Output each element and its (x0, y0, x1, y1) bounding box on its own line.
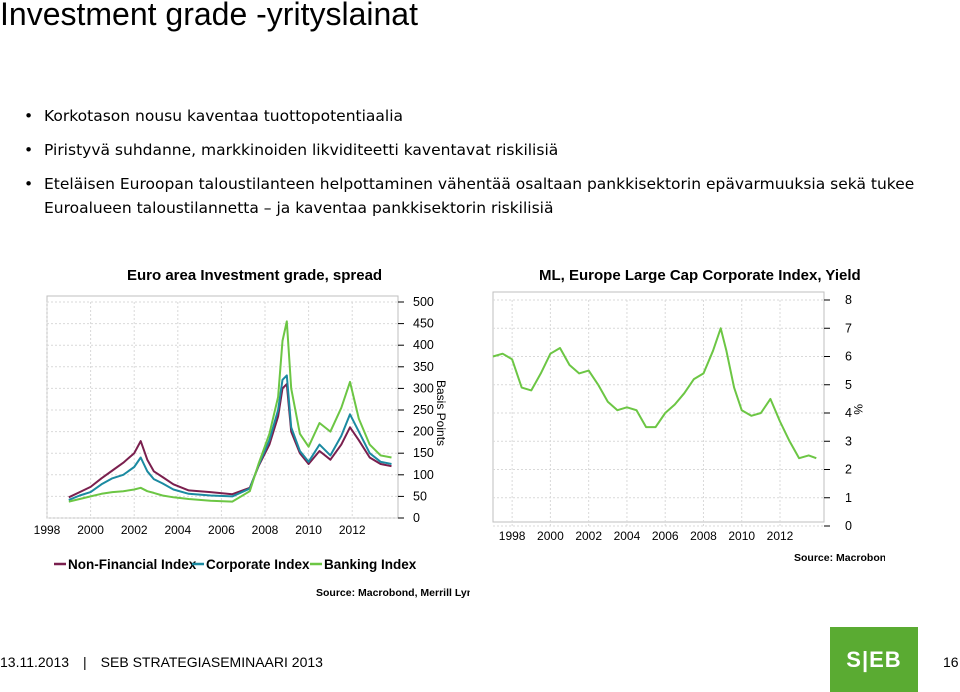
legend-label-non-financial: Non-Financial Index (68, 557, 197, 572)
y-tick-label: 3 (845, 434, 852, 449)
y-axis-label: Basis Points (434, 380, 448, 447)
x-tick-label: 2002 (120, 523, 148, 537)
yield-chart (485, 258, 885, 568)
footer-event: SEB STRATEGIASEMINAARI 2013 (100, 654, 323, 670)
x-tick-label: 2012 (766, 529, 794, 543)
x-tick-label: 2002 (575, 529, 603, 543)
y-tick-label: 6 (845, 349, 852, 364)
page-number: 16 (943, 654, 959, 670)
y-tick-label: 200 (413, 424, 434, 439)
bullet-text: Eteläisen Euroopan taloustilanteen helpottaminen vähentää osaltaan pankkisektorin epävarmuuksia sekä tukee Euroalueen taloustilannetta – ja kaventaa pankkisektorin riskilisiä (44, 175, 915, 217)
chart-title: Euro area Investment grade, spread (127, 267, 383, 284)
y-tick-label: 150 (413, 446, 434, 461)
y-tick-label: 450 (413, 316, 434, 331)
chart-legend (54, 557, 417, 572)
x-tick-label: 2006 (208, 523, 235, 537)
yield-line (493, 328, 816, 458)
x-tick-label: 2000 (77, 523, 104, 537)
y-tick-label: 350 (413, 359, 434, 374)
x-tick-label: 1998 (33, 523, 61, 537)
seb-logo-text: S|EB (846, 646, 902, 672)
bullet-text: Piristyvä suhdanne, markkinoiden likviditeetti kaventavat riskilisiä (44, 141, 559, 159)
x-tick-label: 2006 (651, 529, 679, 543)
x-tick-label: 2004 (613, 529, 641, 543)
y-tick-label: 1 (845, 490, 852, 505)
chart-title: ML, Europe Large Cap Corporate Index, Yield (539, 267, 861, 284)
bullet-item (22, 104, 922, 128)
x-tick-label: 2008 (690, 529, 717, 543)
x-tick-label: 1998 (498, 529, 526, 543)
y-tick-label: 250 (413, 403, 434, 417)
x-tick-label: 2010 (295, 523, 322, 537)
y-tick-label: 0 (845, 519, 852, 533)
y-tick-label: 5 (845, 377, 852, 392)
y-tick-label: 7 (845, 321, 852, 336)
bullet-list (22, 104, 922, 220)
y-tick-label: 4 (845, 406, 852, 420)
x-tick-label: 2012 (338, 523, 366, 537)
legend-label-corporate: Corporate Index (206, 557, 310, 572)
legend-label-banking: Banking Index (324, 557, 417, 572)
y-tick-label: 8 (845, 293, 852, 307)
spread-chart-svg (20, 258, 470, 603)
y-tick-label: 2 (845, 462, 852, 477)
y-tick-label: 50 (413, 489, 427, 504)
x-tick-label: 2000 (537, 529, 564, 543)
slide-title: Investment grade -yrityslainat (0, 0, 418, 32)
bullet-text: Korkotason nousu kaventaa tuottopotentiaalia (44, 107, 404, 125)
slide-footer (0, 654, 323, 670)
bullet-dot-icon: • (24, 141, 34, 159)
spread-chart (20, 258, 470, 603)
y-axis-label: % (851, 404, 865, 415)
chart-source: Source: Macrobond, Merrill Lynch (316, 587, 470, 599)
x-tick-label: 2008 (251, 523, 279, 537)
x-tick-label: 2010 (728, 529, 756, 543)
seb-logo (830, 627, 918, 692)
y-tick-label: 400 (413, 338, 434, 353)
x-tick-label: 2004 (164, 523, 192, 537)
footer-separator: | (83, 654, 87, 670)
yield-chart-svg (485, 258, 885, 568)
y-tick-label: 0 (413, 511, 420, 525)
y-tick-label: 300 (413, 381, 434, 396)
bullet-item (22, 138, 922, 162)
bullet-item (22, 172, 922, 220)
y-tick-label: 500 (413, 295, 434, 309)
chart-source: Source: Macrobond (794, 552, 885, 564)
bullet-dot-icon: • (24, 107, 34, 125)
y-tick-label: 100 (413, 467, 434, 482)
bullet-dot-icon: • (24, 175, 34, 193)
corporate-index-line (69, 375, 392, 500)
footer-date: 13.11.2013 (0, 654, 70, 670)
